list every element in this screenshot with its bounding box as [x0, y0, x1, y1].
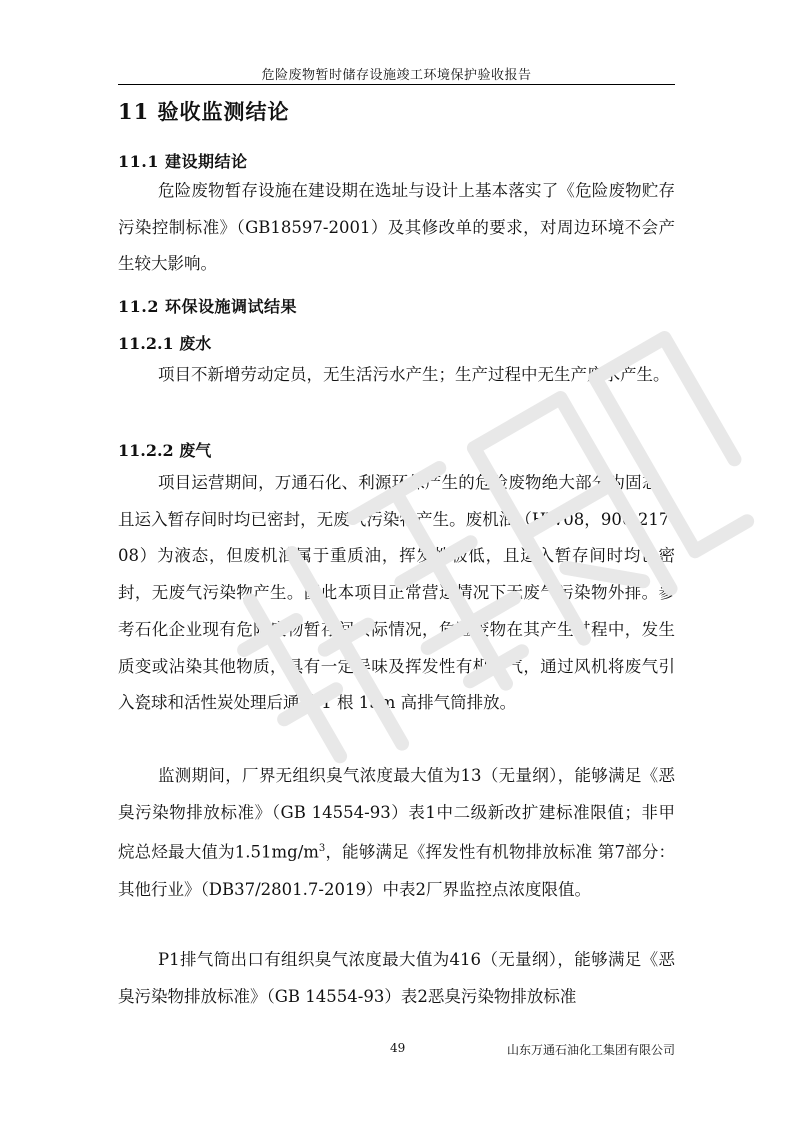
subsection-11-2-2-paragraph-2	[118, 758, 675, 908]
subsection-11-2-2-paragraph-3: P1排气筒出口有组织臭气浓度最大值为416（无量纲），能够满足《恶臭污染物排放标准》（GB 14554-93）表2恶臭污染物排放标准	[118, 950, 675, 1006]
header-rule	[118, 84, 675, 85]
footer-company: 山东万通石油化工集团有限公司	[506, 1043, 675, 1057]
paragraph-2-part-a: 监测期间，厂界无组织臭气浓度最大值为13（无量纲），能够满足《恶臭污染物排放标准》（GB 14554-93）表1中二级新改扩建标准限值；非甲烷总烃最大值为1.51mg/m	[118, 766, 675, 862]
subsection-11-2-2-paragraph-1: 项目运营期间，万通石化、利源环保产生的危险废物绝大部分为固态，且运入暂存间时均已密封，无废气污染物产生。废机油（HW08，900-217-08）为液态，但废机油属于重质油，挥发性极低，且运入暂存间时均已密封，无废气污染物产生。因此本项目正常营运情况下无废气污染物外排。参考石化企业现有危险废物暂存间实际情况，危险废物在其产生过程中，发生质变或沾染其他物质，具有一定异味及挥发性有机废气，通过风机将废气引入瓷球和活性炭处理后通过 1 根 15m 高排气筒排放。	[118, 473, 675, 713]
footer-page-number: 49	[390, 1041, 406, 1055]
subsection-11-1-paragraph: 危险废物暂存设施在建设期在选址与设计上基本落实了《危险废物贮存污染控制标准》（GB18597-2001）及其修改单的要求，对周边环境不会产生较大影响。	[118, 181, 675, 274]
subsection-11-1-heading: 11.1 建设期结论	[118, 152, 248, 171]
page-header-title: 危险废物暂时储存设施竣工环境保护验收报告	[261, 68, 532, 83]
subsection-11-2-heading: 11.2 环保设施调试结果	[118, 297, 298, 316]
subsection-11-2-1-paragraph: 项目不新增劳动定员，无生活污水产生；生产过程中无生产废水产生。	[158, 365, 670, 384]
subsection-11-2-1-heading: 11.2.1 废水	[118, 334, 212, 353]
section-heading: 11 验收监测结论	[118, 99, 290, 124]
subsection-11-2-2-heading: 11.2.2 废气	[118, 441, 212, 460]
superscript-3: 3	[318, 843, 326, 855]
paragraph-2-part-b: ，能够满足《挥发性有机物排放标准 第7部分：其他行业》（DB37/2801.7-2019）中表2厂界监控点浓度限值。	[118, 842, 675, 899]
